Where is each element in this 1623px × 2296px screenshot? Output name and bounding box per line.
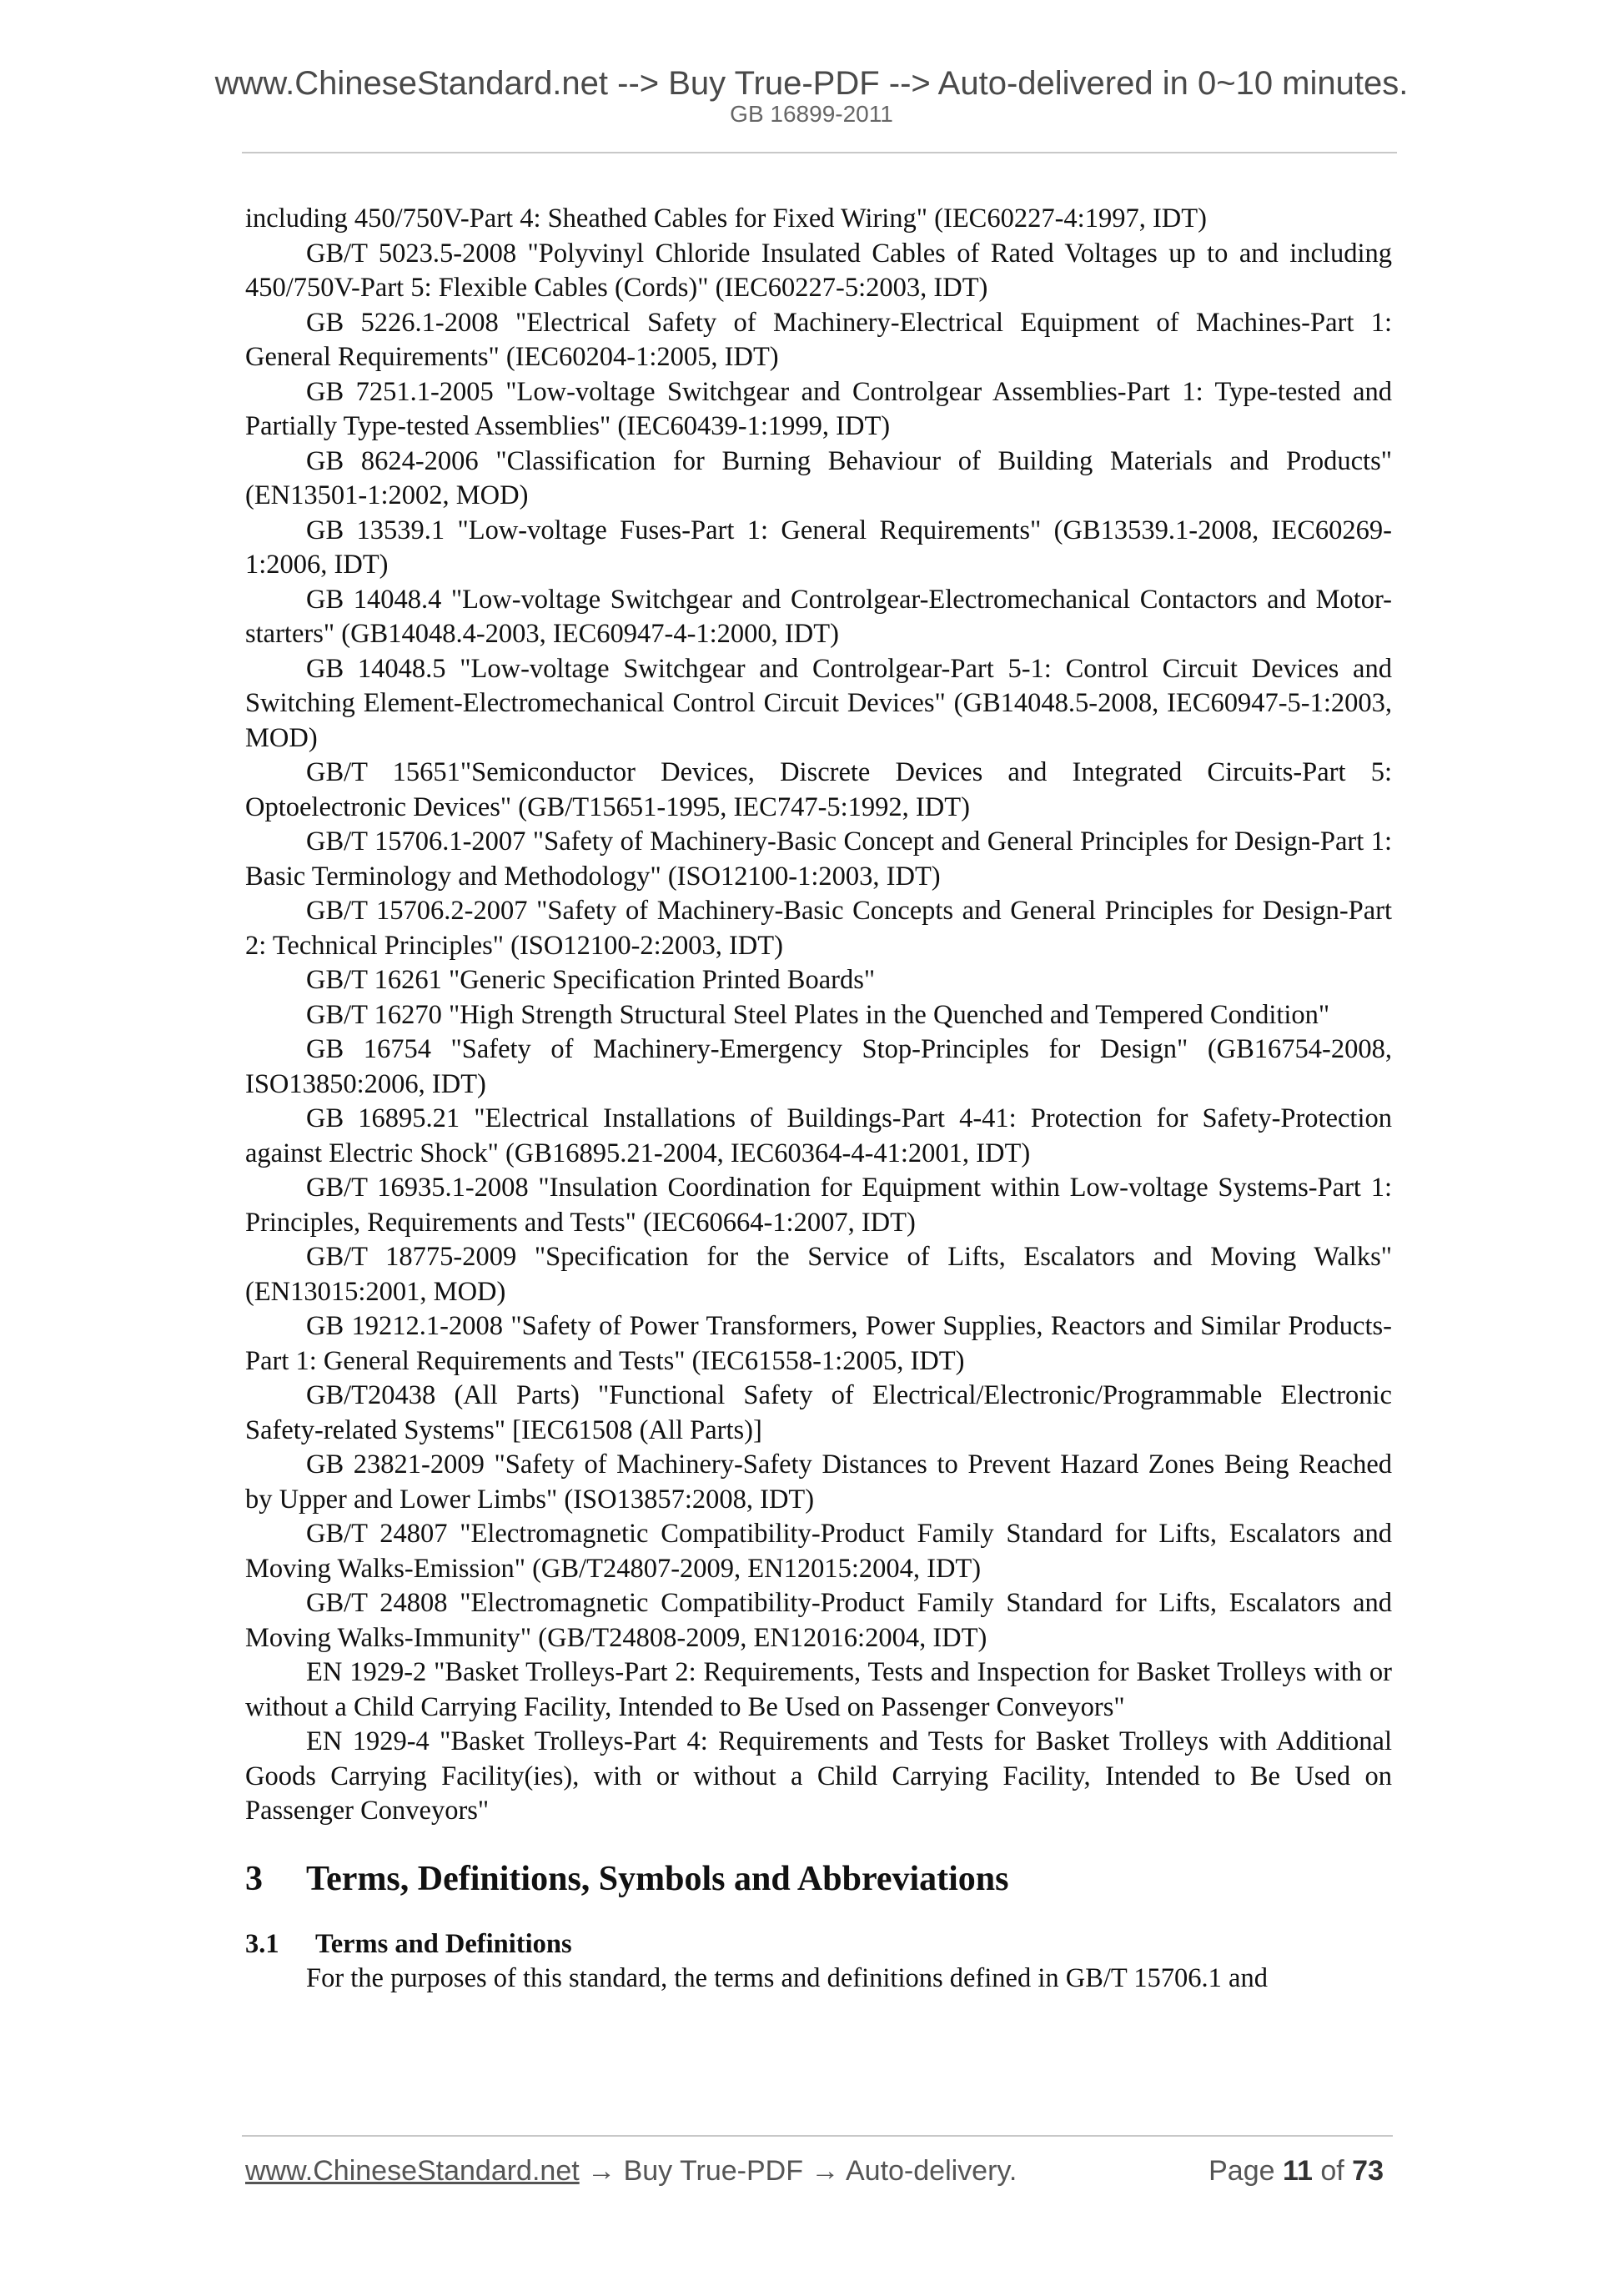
section-3-1-text: For the purposes of this standard, the terms and definitions defined in GB/T 15706.1 and xyxy=(306,1963,1268,1993)
page-total: 73 xyxy=(1352,2155,1384,2187)
reference-item: GB 14048.5 "Low-voltage Switchgear and Controlgear-Part 5-1: Control Circuit Devices and Switching Element-Electromechanical Control Circuit Devices" (GB14048.5-2008, IEC60947-5-1:2003, MOD) xyxy=(245,653,1392,753)
reference-item: GB 16754 "Safety of Machinery-Emergency Stop-Principles for Design" (GB16754-2008, ISO13850:2006, IDT) xyxy=(245,1034,1392,1099)
section-3-1-heading xyxy=(245,1927,1392,1962)
reference-item: GB 13539.1 "Low-voltage Fuses-Part 1: General Requirements" (GB13539.1-2008, IEC60269-1:2006, IDT) xyxy=(245,515,1392,580)
section-title: Terms, Definitions, Symbols and Abbreviations xyxy=(306,1859,1009,1898)
footer-divider xyxy=(242,2135,1393,2137)
section-number: 3 xyxy=(245,1859,263,1898)
reference-item: EN 1929-4 "Basket Trolleys-Part 4: Requirements and Tests for Basket Trolleys with Additional Goods Carrying Facility(ies), with or without a Child Carrying Facility, Intended to Be Used on Passenger Conveyors" xyxy=(245,1726,1392,1826)
page-of: of xyxy=(1312,2155,1353,2187)
continued-reference: including 450/750V-Part 4: Sheathed Cables for Fixed Wiring" (IEC60227-4:1997, IDT) xyxy=(245,203,1207,234)
reference-item: GB/T 15706.2-2007 "Safety of Machinery-Basic Concepts and General Principles for Design-Part 2: Technical Principles" (ISO12100-2:2003, IDT) xyxy=(245,896,1392,961)
reference-item: GB/T20438 (All Parts) "Functional Safety of Electrical/Electronic/Programmable Electronic Safety-related Systems" [IEC61508 (All Parts)] xyxy=(245,1380,1392,1445)
footer-left xyxy=(245,2150,1017,2192)
reference-item: GB/T 16270 "High Strength Structural Steel Plates in the Quenched and Tempered Condition" xyxy=(306,999,1330,1030)
reference-item: EN 1929-2 "Basket Trolleys-Part 2: Requirements, Tests and Inspection for Basket Trolleys with or without a Child Carrying Facility, Intended to Be Used on Passenger Conveyors" xyxy=(245,1657,1392,1722)
reference-item: GB/T 16935.1-2008 "Insulation Coordination for Equipment within Low-voltage Systems-Part 1: Principles, Requirements and Tests" (IEC60664-1:2007, IDT) xyxy=(245,1173,1392,1238)
subsection-number: 3.1 xyxy=(245,1928,279,1959)
normative-references-list xyxy=(245,237,1392,1829)
reference-item: GB/T 5023.5-2008 "Polyvinyl Chloride Insulated Cables of Rated Voltages up to and including 450/750V-Part 5: Flexible Cables (Cords)" (IEC60227-5:2003, IDT) xyxy=(245,238,1392,303)
header-divider xyxy=(242,152,1397,153)
reference-item: GB 23821-2009 "Safety of Machinery-Safety Distances to Prevent Hazard Zones Being Reached by Upper and Lower Limbs" (ISO13857:2008, IDT) xyxy=(245,1449,1392,1515)
reference-item: GB 16895.21 "Electrical Installations of Buildings-Part 4-41: Protection for Safety-Protection against Electric Shock" (GB16895.21-2004, IEC60364-4-41:2001, IDT) xyxy=(245,1103,1392,1168)
reference-item: GB 5226.1-2008 "Electrical Safety of Machinery-Electrical Equipment of Machines-Part 1: General Requirements" (IEC60204-1:2005, IDT) xyxy=(245,307,1392,372)
reference-item: GB 19212.1-2008 "Safety of Power Transformers, Power Supplies, Reactors and Similar Products-Part 1: General Requirements and Tests" (IEC61558-1:2005, IDT) xyxy=(245,1311,1392,1376)
section-3-heading xyxy=(245,1857,1392,1901)
footer-site-link[interactable]: www.ChineseStandard.net xyxy=(245,2155,580,2187)
footer xyxy=(245,2150,1384,2192)
header-banner: www.ChineseStandard.net --> Buy True-PDF --> Auto-delivered in 0~10 minutes. xyxy=(214,65,1409,102)
reference-item: GB/T 15706.1-2007 "Safety of Machinery-Basic Concept and General Principles for Design-Part 1: Basic Terminology and Methodology" (ISO12100-1:2003, IDT) xyxy=(245,826,1392,892)
subsection-title: Terms and Definitions xyxy=(315,1928,572,1959)
page-indicator xyxy=(1208,2150,1384,2192)
footer-tagline: → Buy True-PDF → Auto-delivery. xyxy=(579,2155,1018,2187)
page-content xyxy=(245,202,1392,1997)
reference-item: GB 7251.1-2005 "Low-voltage Switchgear and Controlgear Assemblies-Part 1: Type-tested and Partially Type-tested Assemblies" (IEC60439-1:1999, IDT) xyxy=(245,376,1392,441)
reference-item: GB/T 24807 "Electromagnetic Compatibility-Product Family Standard for Lifts, Escalators and Moving Walks-Emission" (GB/T24807-2009, EN12015:2004, IDT) xyxy=(245,1519,1392,1584)
page-current: 11 xyxy=(1282,2155,1313,2187)
reference-item: GB 8624-2006 "Classification for Burning Behaviour of Building Materials and Products" (EN13501-1:2002, MOD) xyxy=(245,445,1392,510)
reference-item: GB/T 18775-2009 "Specification for the Service of Lifts, Escalators and Moving Walks" (EN13015:2001, MOD) xyxy=(245,1242,1392,1307)
page-prefix: Page xyxy=(1208,2155,1283,2187)
reference-item: GB/T 16261 "Generic Specification Printed Boards" xyxy=(306,965,876,995)
reference-item: GB/T 15651"Semiconductor Devices, Discrete Devices and Integrated Circuits-Part 5: Optoelectronic Devices" (GB/T15651-1995, IEC747-5:1992, IDT) xyxy=(245,757,1392,822)
document-code: GB 16899-2011 xyxy=(730,101,893,127)
reference-item: GB/T 24808 "Electromagnetic Compatibility-Product Family Standard for Lifts, Escalators and Moving Walks-Immunity" (GB/T24808-2009, EN12016:2004, IDT) xyxy=(245,1588,1392,1653)
reference-item: GB 14048.4 "Low-voltage Switchgear and Controlgear-Electromechanical Contactors and Motor-starters" (GB14048.4-2003, IEC60947-4-1:2000, IDT) xyxy=(245,584,1392,649)
